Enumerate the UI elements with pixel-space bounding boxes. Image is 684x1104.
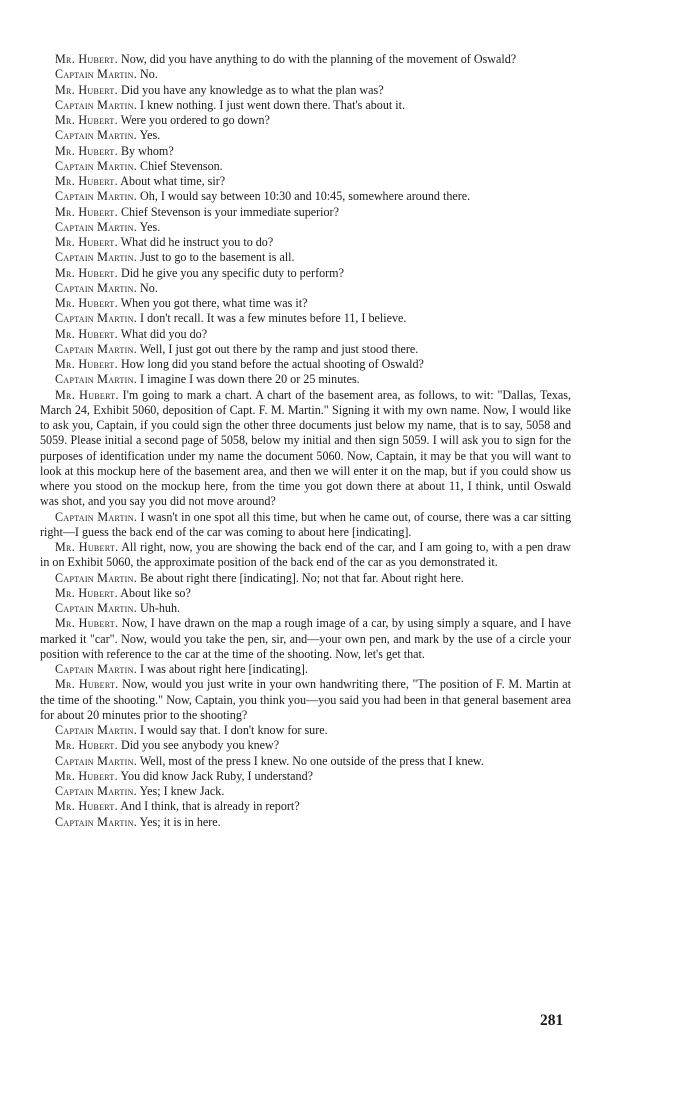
paragraph-text: I'm going to mark a chart. A chart of the basement area, as follows, to wit: "Dallas, Texas, March 24, Exhibit 5060, deposition of Capt. F. M. Martin." Signing it with my own name. Now, I would like to ask you, Captain, if you could sign the other three documents just below my name, that is to say, 5058 and 5059. Please initial a second page of 5058, below my initial and then sign 5059. I will ask you to sign for the purposes of identification under my name the document 5060. Now, Captain, it may be that you will want to look at this mockup here of the basement area, and then we will enter it on the map, but if you could show us where you stood on the mockup here, from the time you got down there at about 11, I think, until Oswald was shot, and you say you did not move around? (40, 387, 572, 509)
speaker-label: Captain Martin. (55, 97, 138, 112)
paragraph-text: Did you have any knowledge as to what the plan was? (117, 82, 384, 97)
speaker-label: Mr. Hubert. (55, 387, 119, 402)
transcript-paragraph (40, 128, 571, 143)
transcript-paragraph (40, 174, 571, 189)
speaker-label: Captain Martin. (55, 158, 138, 173)
speaker-label: Captain Martin. (55, 67, 138, 82)
paragraph-text: No. (137, 67, 158, 82)
paragraph-text: Did he give you any specific duty to perform? (117, 265, 344, 280)
transcript-paragraph (40, 113, 571, 128)
paragraph-text: How long did you stand before the actual shooting of Oswald? (117, 357, 424, 371)
paragraph-text: By whom? (117, 143, 174, 158)
paragraph-text: About what time, sir? (117, 174, 226, 188)
transcript-paragraph (40, 754, 571, 769)
speaker-label: Mr. Hubert. (55, 768, 118, 783)
transcript-paragraph (40, 250, 571, 265)
paragraph-text: Now, would you just write in your own handwriting there, "The position of F. M. Martin at the time of the shooting." Now, Captain, you think you—you said you had been in that general basement area for about 20 minutes prior to the shooting? (40, 677, 572, 722)
paragraph-text: Oh, I would say between 10:30 and 10:45, somewhere around there. (137, 189, 471, 204)
paragraph-text: Now, did you have anything to do with the planning of the movement of Oswald? (117, 52, 517, 66)
speaker-label: Mr. Hubert. (55, 540, 119, 554)
speaker-label: Mr. Hubert. (55, 738, 118, 753)
paragraph-text: When you got there, what time was it? (117, 296, 308, 310)
speaker-label: Captain Martin. (55, 280, 138, 295)
speaker-label: Captain Martin. (55, 372, 138, 387)
speaker-label: Captain Martin. (55, 814, 138, 829)
speaker-label: Mr. Hubert. (55, 296, 118, 310)
speaker-label: Captain Martin. (55, 662, 138, 676)
paragraph-text: Yes. (137, 128, 161, 143)
transcript-paragraph (40, 67, 571, 82)
paragraph-text: Were you ordered to go down? (117, 113, 270, 127)
transcript-paragraph (40, 601, 571, 616)
transcript-paragraph (40, 357, 571, 372)
speaker-label: Mr. Hubert. (55, 235, 118, 249)
transcript-paragraph (40, 83, 571, 98)
speaker-label: Mr. Hubert. (55, 357, 118, 371)
transcript-paragraph (40, 784, 571, 799)
transcript-paragraph (40, 159, 571, 174)
transcript-paragraph (40, 799, 571, 814)
paragraph-text: Well, I just got out there by the ramp and just stood there. (137, 341, 419, 356)
paragraph-text: Uh-huh. (137, 601, 181, 615)
speaker-label: Mr. Hubert. (55, 204, 118, 219)
paragraph-text: Be about right there [indicating]. No; not that far. About right here. (137, 570, 464, 585)
speaker-label: Captain Martin. (55, 723, 138, 737)
paragraph-text: All right, now, you are showing the back end of the car, and I am going to, with a pen draw in on Exhibit 5060, the approximate position of the back end of the car as you demonstrated it. (40, 540, 571, 570)
transcript-paragraph (40, 769, 571, 784)
transcript-paragraph (40, 372, 571, 387)
paragraph-text: Just to go to the basement is all. (137, 250, 295, 265)
paragraph-text: What did he instruct you to do? (117, 235, 274, 249)
speaker-label: Mr. Hubert. (55, 143, 118, 158)
speaker-label: Mr. Hubert. (55, 616, 119, 631)
transcript-paragraph (40, 815, 571, 830)
transcript-paragraph (40, 510, 571, 541)
speaker-label: Captain Martin. (55, 189, 138, 204)
transcript-paragraph (40, 266, 571, 281)
paragraph-text: Yes. (137, 219, 161, 234)
speaker-label: Captain Martin. (55, 219, 138, 234)
paragraph-text: I don't recall. It was a few minutes before 11, I believe. (137, 311, 407, 326)
transcript-paragraph (40, 235, 571, 250)
paragraph-text: Yes; it is in here. (137, 814, 221, 829)
paragraph-text: I wasn't in one spot all this time, but when he came out, of course, there was a car sitting right—I guess the back end of the car was coming to about here [indicating]. (40, 509, 571, 539)
transcript-paragraph (40, 281, 571, 296)
paragraph-text: And I think, that is already in report? (117, 799, 300, 814)
paragraph-text: I imagine I was down there 20 or 25 minutes. (137, 372, 360, 387)
speaker-label: Mr. Hubert. (55, 174, 118, 188)
speaker-label: Captain Martin. (55, 570, 138, 585)
speaker-label: Mr. Hubert. (55, 326, 118, 341)
transcript-paragraph (40, 540, 571, 571)
transcript-paragraph (40, 586, 571, 601)
paragraph-text: I would say that. I don't know for sure. (137, 723, 328, 737)
transcript-paragraph (40, 677, 571, 723)
speaker-label: Captain Martin. (55, 601, 138, 615)
transcript-paragraph (40, 144, 571, 159)
paragraph-text: No. (137, 280, 158, 295)
transcript-paragraph (40, 311, 571, 326)
speaker-label: Mr. Hubert. (55, 82, 118, 97)
paragraph-text: I knew nothing. I just went down there. That's about it. (137, 97, 406, 112)
paragraph-text: You did know Jack Ruby, I understand? (117, 768, 313, 783)
transcript-paragraph (40, 723, 571, 738)
speaker-label: Captain Martin. (55, 250, 138, 265)
speaker-label: Captain Martin. (55, 128, 138, 143)
transcript-paragraph (40, 616, 571, 662)
transcript-body (40, 52, 571, 830)
paragraph-text: Now, I have drawn on the map a rough image of a car, by using simply a square, and I have marked it "car". Now, would you take the pen, sir, and—your own pen, and mark by the use of a circle your position with reference to the car at the time of the shooting. Now, let's get that. (40, 616, 572, 661)
transcript-paragraph (40, 738, 571, 753)
transcript-paragraph (40, 205, 571, 220)
speaker-label: Mr. Hubert. (55, 265, 118, 280)
transcript-paragraph (40, 296, 571, 311)
transcript-paragraph (40, 571, 571, 586)
transcript-paragraph (40, 220, 571, 235)
paragraph-text: Yes; I knew Jack. (137, 784, 225, 798)
paragraph-text: Well, most of the press I knew. No one outside of the press that I knew. (137, 753, 484, 768)
paragraph-text: Chief Stevenson. (137, 158, 223, 173)
paragraph-text: About like so? (117, 585, 191, 600)
speaker-label: Captain Martin. (55, 341, 138, 356)
speaker-label: Mr. Hubert. (55, 677, 119, 692)
speaker-label: Mr. Hubert. (55, 113, 118, 127)
paragraph-text: Did you see anybody you knew? (117, 738, 280, 753)
paragraph-text: I was about right here [indicating]. (137, 662, 308, 676)
transcript-paragraph (40, 98, 571, 113)
page-number: 281 (540, 1012, 564, 1029)
paragraph-text: What did you do? (117, 326, 208, 341)
speaker-label: Mr. Hubert. (55, 52, 118, 66)
transcript-paragraph (40, 388, 571, 510)
speaker-label: Mr. Hubert. (55, 799, 118, 814)
speaker-label: Captain Martin. (55, 753, 138, 768)
transcript-paragraph (40, 52, 571, 67)
transcript-paragraph (40, 189, 571, 204)
speaker-label: Captain Martin. (55, 509, 138, 524)
speaker-label: Mr. Hubert. (55, 585, 118, 600)
paragraph-text: Chief Stevenson is your immediate superior? (117, 204, 339, 219)
speaker-label: Captain Martin. (55, 311, 138, 326)
speaker-label: Captain Martin. (55, 784, 138, 798)
transcript-paragraph (40, 662, 571, 677)
transcript-paragraph (40, 342, 571, 357)
transcript-paragraph (40, 327, 571, 342)
